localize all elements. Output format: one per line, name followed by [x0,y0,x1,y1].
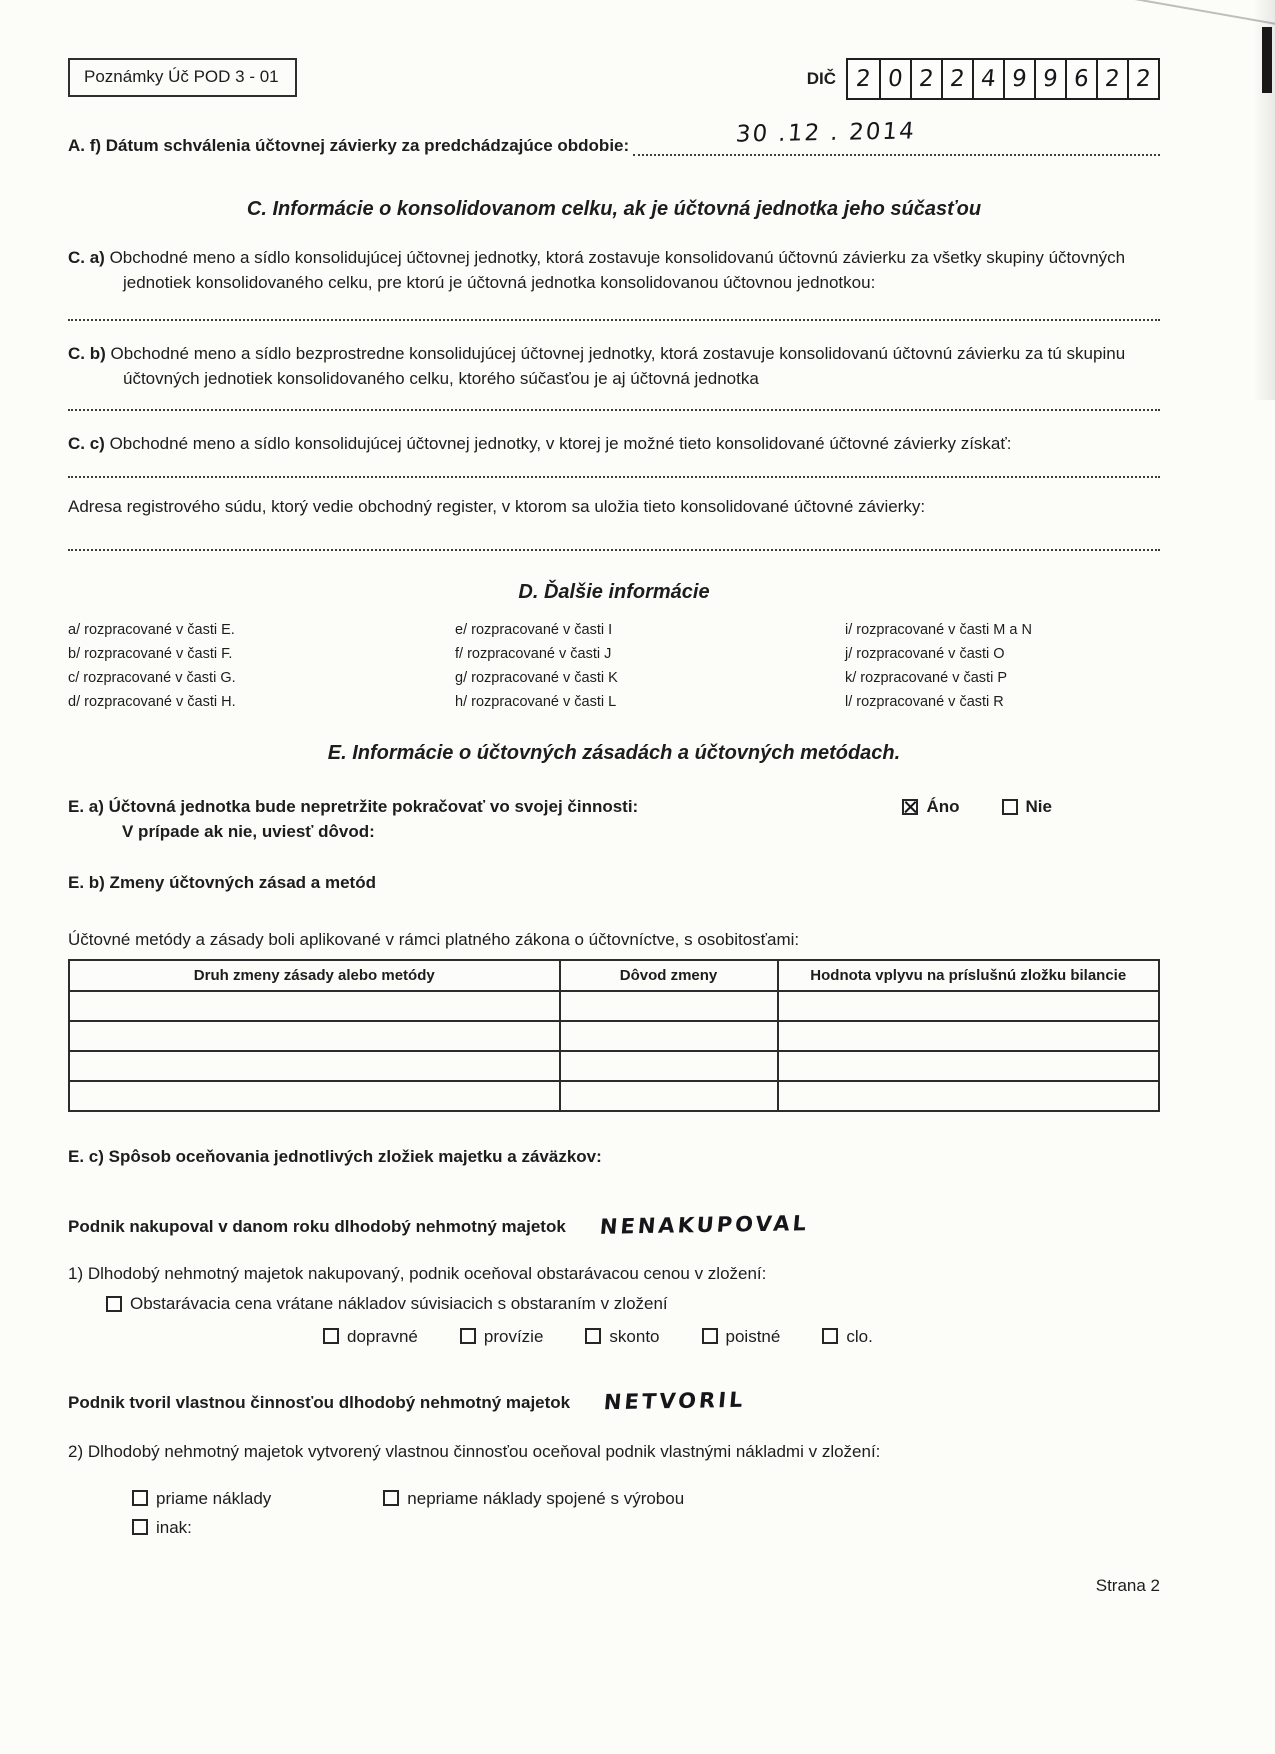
purchase-statement [68,1213,1160,1239]
checkbox-empty-icon [1002,799,1018,815]
d-item: e/ rozpracované v časti I [455,622,613,638]
adresa-paragraph: Adresa registrového súdu, ktorý vedie obchodný register, v ktorom sa uložia tieto konsolidované účtovné závierky: [68,497,926,516]
option-inak [68,1515,1160,1543]
table-cell [69,1021,560,1051]
answer-ano [902,797,959,817]
item-2-options [68,1486,1160,1511]
table-row [69,1021,1159,1051]
table-cell [560,1051,778,1081]
table-cell [778,1051,1160,1081]
option-provizie [460,1324,544,1349]
section-d-columns [68,618,1160,714]
section-c-a-paragraph [68,245,1160,295]
checkbox-empty-icon [460,1328,476,1344]
item-prefix: C. b) [68,344,106,363]
option-label: priame náklady [156,1488,272,1508]
item-2-text: 2) Dlhodobý nehmotný majetok vytvorený vlastnou činnosťou oceňoval podnik vlastnými nákladmi v zložení: [68,1441,881,1461]
purchase-label: Podnik nakupoval v danom roku dlhodobý nehmotný majetok [68,1217,566,1236]
option-label: poistné [725,1326,781,1346]
table-cell [69,991,560,1021]
table-cell [560,1081,778,1111]
checkbox-empty-icon [383,1490,399,1506]
item-1-options [68,1324,1160,1349]
option-label: provízie [483,1326,544,1346]
fill-in-line [68,476,1160,478]
item-text: Obchodné meno a sídlo bezprostredne konsolidujúcej účtovnej jednotky, ktorá zostavuje konsolidovanú účtovnú závierku za tú skupinu účtovných jednotiek konsolidovaného celku, ktorého súčasťou je aj účtovná jednotka [110,344,1126,388]
dic-cell: 9 [1034,60,1065,98]
option-nepriame-naklady [383,1486,684,1511]
checkbox-checked-icon [902,799,918,815]
section-a-f [68,118,1160,156]
table-cell [560,991,778,1021]
option-priame-naklady [132,1486,271,1511]
option-label: dopravné [347,1326,418,1346]
e-a-line2: V prípade ak nie, uviesť dôvod: [122,822,375,841]
section-a-f-label: A. f) Dátum schválenia účtovnej závierky za predchádzajúce obdobie: [68,136,630,155]
section-c-b-paragraph [68,341,1160,391]
e-a-answers [902,797,1052,817]
dic-cell: 2 [910,60,941,98]
d-item: j/ rozpracované v časti O [845,646,1005,662]
option-label: clo. [846,1326,873,1346]
ano-label: Áno [926,797,960,816]
table-header: Hodnota vplyvu na príslušnú zložku bilancie [778,960,1160,991]
header [68,58,1160,100]
d-item: h/ rozpracované v časti L [455,694,617,710]
dic-cell: 6 [1065,60,1096,98]
page-number: Strana 2 [1095,1576,1160,1595]
d-item: i/ rozpracované v časti M a N [845,622,1032,638]
checkbox-empty-icon [323,1328,339,1344]
item-1-checkbox-line [68,1291,1160,1319]
d-column-1 [68,618,455,714]
item-text: Obchodné meno a sídlo konsolidujúcej účtovnej jednotky, v ktorej je možné tieto konsolidované účtovné závierky získať: [109,434,1012,453]
table-cell [778,1081,1160,1111]
section-e-b: E. b) Zmeny účtovných zásad a metód [68,873,376,892]
dic-cell: 4 [972,60,1003,98]
created-statement [68,1389,1160,1415]
table-row [69,1081,1159,1111]
checkbox-empty-icon [106,1296,122,1312]
table-cell [69,1081,560,1111]
dic-cell: 0 [879,60,910,98]
d-item: f/ rozpracované v časti J [455,646,612,662]
checkbox-empty-icon [702,1328,718,1344]
table-cell [560,1021,778,1051]
handwritten-date: 30 .12 . 2014 [734,118,917,148]
section-e-c: E. c) Spôsob oceňovania jednotlivých zložiek majetku a záväzkov: [68,1147,602,1166]
d-item: d/ rozpracované v časti H. [68,694,236,710]
fill-in-line [68,409,1160,411]
section-c-title: C. Informácie o konsolidovanom celku, ak je účtovná jednotka jeho súčasťou [246,198,982,220]
scan-edge-shadow [1253,0,1275,400]
nie-label: Nie [1025,797,1052,816]
d-column-2 [455,618,845,714]
table-row [69,991,1159,1021]
section-d-title: D. Ďalšie informácie [518,581,710,603]
checkbox-empty-icon [132,1519,148,1535]
fill-in-line [68,549,1160,551]
e-b-note: Účtovné metódy a zásady boli aplikované v rámci platného zákona o účtovníctve, s osobitosťami: [68,930,800,949]
e-a-label: E. a) Účtovná jednotka bude nepretržite pokračovať vo svojej činnosti: [68,797,639,816]
option-label: Obstarávacia cena vrátane nákladov súvisiacich s obstaraním v zložení [130,1294,668,1313]
d-item: l/ rozpracované v časti R [845,694,1004,710]
table-header: Druh zmeny zásady alebo metódy [69,960,560,991]
changes-table [68,959,1160,1112]
section-c-c-paragraph [68,431,1160,456]
dic-cell: 9 [1003,60,1034,98]
option-poistne [702,1324,781,1349]
checkbox-empty-icon [822,1328,838,1344]
table-header-row [69,960,1159,991]
table-header: Dôvod zmeny [560,960,778,991]
table-row [69,1051,1159,1081]
dic-label: DIČ [806,69,836,88]
d-item: k/ rozpracované v časti P [845,670,1007,686]
answer-nie [1002,797,1052,817]
item-1-text: 1) Dlhodobý nehmotný majetok nakupovaný, podnik oceňoval obstarávacou cenou v zložení: [68,1264,767,1283]
dic-cell: 2 [855,65,872,93]
dic-cell: 2 [1127,60,1158,98]
section-e-a [68,797,1160,817]
dic-cell: 2 [941,60,972,98]
created-label: Podnik tvoril vlastnou činnosťou dlhodobý nehmotný majetok [68,1392,571,1412]
d-item: g/ rozpracované v časti K [455,670,618,686]
item-prefix: C. c) [68,434,105,453]
item-prefix: C. a) [68,248,105,267]
dic-cell: 2 [1096,60,1127,98]
table-cell [778,991,1160,1021]
d-item: a/ rozpracované v časti E. [68,622,235,638]
dic-digit-grid [846,58,1160,100]
option-skonto [585,1324,659,1349]
checkbox-empty-icon [132,1490,148,1506]
fill-in-line [633,150,1160,156]
option-dopravne [323,1324,418,1349]
fill-in-line [68,319,1160,321]
handwritten-nenakupoval: NENAKUPOVAL [598,1211,810,1239]
table-cell [778,1021,1160,1051]
item-text: Obchodné meno a sídlo konsolidujúcej účtovnej jednotky, ktorá zostavuje konsolidovanú účtovnú závierku za všetky skupiny účtovných jednotiek konsolidovaného celku, pre ktorú je účtovná jednotka konsolidovanou účtovnou jednotkou: [109,248,1126,292]
handwritten-netvoril: NETVORIL [602,1387,747,1414]
option-clo [822,1324,872,1349]
option-label: skonto [609,1326,660,1346]
option-label: nepriame náklady spojené s výrobou [407,1488,685,1508]
d-item: b/ rozpracované v časti F. [68,646,233,662]
table-cell [69,1051,560,1081]
checkbox-empty-icon [585,1328,601,1344]
section-e-title: E. Informácie o účtovných zásadách a účtovných metódach. [327,742,901,764]
d-item: c/ rozpracované v časti G. [68,670,236,686]
form-id-box: Poznámky Úč POD 3 - 01 [68,58,297,97]
option-label: inak: [156,1517,192,1537]
d-column-3 [845,618,1160,714]
dic-field [807,58,1160,100]
